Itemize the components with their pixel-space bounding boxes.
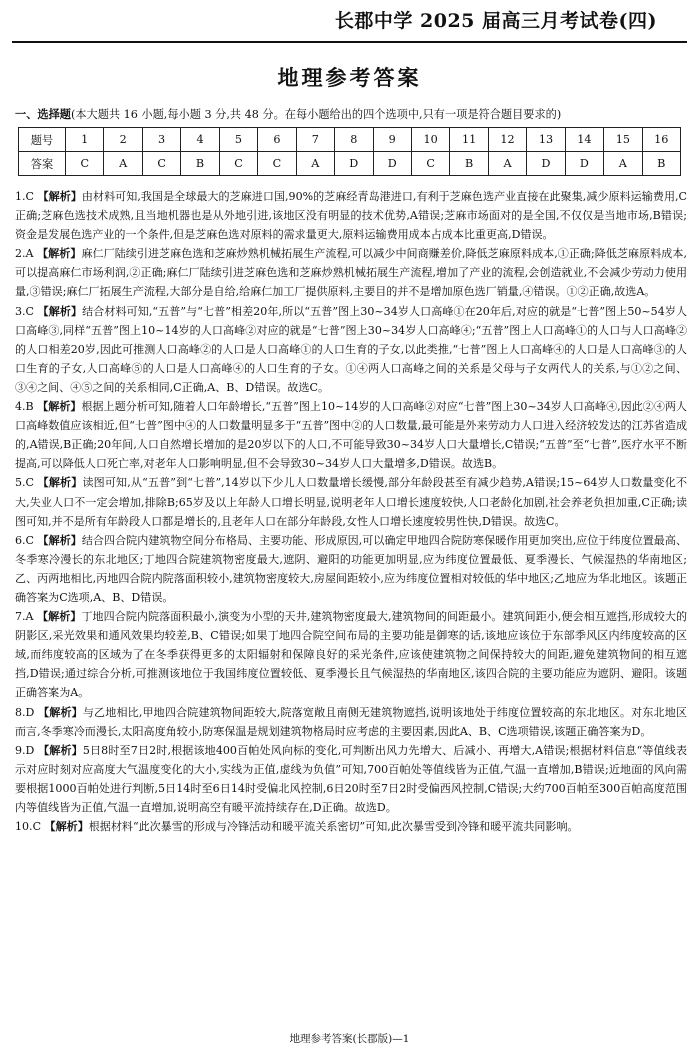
answer-cell: D — [335, 152, 373, 176]
explanation-item — [15, 244, 687, 301]
answer-cell: C — [258, 152, 296, 176]
question-number-cell: 7 — [296, 128, 334, 152]
analysis-text: 结合四合院内建筑物空间分布格局、主要功能、形成原因,可以确定甲地四合院防寒保暖作用更加突出,应位于纬度位置最高、冬季寒冷漫长的东北地区;丁地四合院建筑物密度最大,遮阴、避阳的功能更加明显,应为纬度位置最低、夏季漫长、气候湿热的华南地区;乙、丙两地相比,丙地四合院内院落面积较小,建筑物密度较大,房屋间距较小,应为纬度位置相对较低的华中地区;乙地应为华北地区。该题正确答案为C选项,A、B、D错误。 — [15, 533, 687, 604]
answer-cell: A — [104, 152, 142, 176]
question-number-cell: 11 — [450, 128, 488, 152]
answer-number: 1.C — [15, 190, 34, 203]
analysis-text: 麻仁厂陆续引进芝麻色选和芝麻炒熟机械拓展生产流程,可以减少中间商赚差价,降低芝麻原料成本,①正确;降低芝麻原料成本,可以提高麻仁市场利润,②正确;麻仁厂陆续引进芝麻色选和芝麻炒熟机械拓展生产流程,增加了产业的流程,会创造就业,不会减少劳动力使用量,③错误;麻仁厂拓展生产流程,大部分是自给,给麻仁加工厂提供原料,主要目的并不是增加原色选厂销量,④错误。①②正确,故选A。 — [15, 247, 687, 299]
question-number-cell: 13 — [527, 128, 565, 152]
question-number-cell: 3 — [142, 128, 180, 152]
answer-cell: B — [181, 152, 219, 176]
explanations — [15, 187, 687, 836]
explanation-item — [15, 741, 687, 817]
answer-cell: A — [488, 152, 526, 176]
section-label: 一、选择题 — [15, 107, 71, 121]
page-title: 地理参考答案 — [277, 65, 422, 90]
answer-number: 5.C — [15, 476, 34, 490]
question-number-cell: 4 — [181, 128, 219, 152]
page-footer: 地理参考答案(长郡版)—1 — [289, 1033, 410, 1045]
question-number-cell: 1 — [66, 128, 104, 152]
answer-table — [18, 127, 681, 176]
explanation-item — [15, 607, 687, 702]
question-number-cell: 2 — [104, 128, 142, 152]
answer-number: 2.A — [15, 247, 34, 261]
answer-row — [19, 152, 681, 176]
answer-cell: C — [66, 152, 104, 176]
answer-number: 8.D — [15, 705, 35, 719]
explanation-item — [15, 187, 687, 244]
analysis-tag: 【解析】 — [37, 476, 83, 490]
analysis-text: 根据上题分析可知,随着人口年龄增长,“五普”图上10~14岁的人口高峰②对应“七普”图上30~34岁人口高峰④,因此②④两人口高峰数值应该相近,但“七普”图中④的人口数量明显多于“五普”图中②的人口数量,最可能是外来劳动力人口进入经济较发达的江苏省造成的,A错误,B正确;20年间,人口自然增长增加的是20岁以下的人口,不可能导致30~34岁人口大量增长,C错误;“五普”至“七普”,医疗水平不断提高,可以降低人口死亡率,对老年人口影响明显,但不会导致30~34岁人口大量增多,D错误。故选B。 — [15, 400, 687, 471]
question-number-cell: 16 — [642, 128, 680, 152]
analysis-tag: 【解析】 — [38, 705, 83, 719]
analysis-text: 由材料可知,我国是全球最大的芝麻进口国,90%的芝麻经青岛港进口,有利于芝麻色选产业直接在此聚集,减少原料运输费用,C正确;芝麻色选技术成熟,且当地机器也是从外地引进,该地区没有明显的技术优势,A错误;芝麻市场面对的是全国,不仅仅是当地市场,B错误;资金是发展色选产业的一个条件,但是芝麻色选对原料的需求量更大,原料运输费用成本占成本比重更高,D错误。 — [15, 190, 687, 242]
analysis-text: 根据材料“此次暴雪的形成与冷锋活动和暖平流关系密切”可知,此次暴雪受到冷锋和暖平流共同影响。 — [88, 820, 579, 834]
answer-number: 10.C — [15, 820, 42, 834]
analysis-tag: 【解析】 — [37, 247, 82, 261]
analysis-tag: 【解析】 — [37, 304, 83, 318]
question-number-cell: 10 — [411, 128, 449, 152]
answer-row-label: 答案 — [19, 152, 66, 176]
analysis-tag: 【解析】 — [38, 743, 83, 757]
question-number-cell: 15 — [604, 128, 642, 152]
answer-cell: A — [296, 152, 334, 176]
explanation-item — [15, 531, 687, 607]
answer-cell: D — [565, 152, 603, 176]
question-number-cell: 14 — [565, 128, 603, 152]
analysis-tag: 【解析】 — [37, 533, 82, 547]
header-rule — [12, 41, 687, 43]
explanation-item — [15, 302, 687, 397]
explanation-item — [15, 473, 687, 530]
answer-number: 3.C — [15, 304, 34, 318]
section-instruction: (本大题共 16 小题,每小题 3 分,共 48 分。在每小题给出的四个选项中,只有一项是符合题目要求的) — [70, 108, 562, 121]
answer-cell: A — [604, 152, 642, 176]
analysis-text: 丁地四合院内院落面积最小,演变为小型的天井,建筑物密度最大,建筑物间的间距最小。建筑间距小,便会相互遮挡,形成较大的阴影区,采光效果和通风效果均较差,B、C错误;如果丁地四合院空间布局的主要功能是御寒的话,该地应该位于东部季风区内纬度较高的区域,而纬度较高的区域为了在冬季获得更多的太阳辐射和保障良好的采光条件,应该使建筑物之间保持较大的间距,避免建筑物间的相互遮挡,D错误;通过综合分析,可推测该地位于我国纬度位置较低、夏季漫长且气候湿热的华南地区,该四合院的主要功能应为遮阴、避阳。该题正确答案为A。 — [15, 610, 687, 700]
answer-number: 9.D — [15, 743, 35, 757]
number-row — [19, 128, 681, 152]
analysis-text: 与乙地相比,甲地四合院建筑物间距较大,院落宽敞且南侧无建筑物遮挡,说明该地处于纬度位置较高的东北地区。对东北地区而言,冬季寒冷而漫长,太阳高度角较小,防寒保温是规划建筑物格局时应考虑的主要因素,因此A、B、C选项错误,该题正确答案为D。 — [15, 705, 687, 738]
question-number-cell: 5 — [219, 128, 257, 152]
analysis-tag: 【解析】 — [44, 820, 89, 834]
question-number-cell: 8 — [335, 128, 373, 152]
explanation-item — [15, 703, 687, 741]
analysis-tag: 【解析】 — [37, 400, 82, 414]
answer-number: 7.A — [15, 610, 34, 624]
answer-cell: C — [219, 152, 257, 176]
analysis-tag: 【解析】 — [37, 190, 82, 203]
answer-cell: D — [527, 152, 565, 176]
question-number-cell: 6 — [258, 128, 296, 152]
answer-cell: C — [142, 152, 180, 176]
answer-cell: B — [642, 152, 680, 176]
analysis-text: 结合材料可知,“五普”与“七普”相差20年,所以“五普”图上30~34岁人口高峰①在20年后,对应的就是“七普”图上50~54岁人口高峰③,同样“五普”图上10~14岁的人口高峰②对应的就是“七普”图上30~34岁人口高峰④;“五普”图上人口高峰①的人口与人口高峰②的人口相差20岁,因此可推测人口高峰②的人口是人口高峰①的人口生育的子女,以此类推,“七普”图上人口高峰④的人口是人口高峰③的人口生育的子女,人口高峰⑤的人口是人口高峰④的人口生育的子女。①④两人口高峰之间的关系是父母与子女两代人的关系,与①②之间、③④之间、④⑤之间的关系相同,C正确,A、B、D错误。故选C。 — [15, 304, 687, 394]
question-number-cell: 12 — [488, 128, 526, 152]
answer-cell: D — [373, 152, 411, 176]
section-heading — [15, 107, 687, 122]
answer-cell: B — [450, 152, 488, 176]
number-row-label: 题号 — [19, 128, 66, 152]
analysis-text: 5日8时至7日2时,根据该地400百帕处风向标的变化,可判断出风力先增大、后减小、再增大,A错误;根据材料信息“等值线表示对应时刻对应高度大气温度变化的大小,实线为正值,虚线为负值”可知,700百帕处等值线皆为正值,气温一直增加,B错误;近地面的风向需要根据1000百帕处进行判断,5日14时至6日14时受偏北风控制,6日20时至7日2时受偏西风控制,C错误;大约700百帕至300百帕高度范围内等值线皆为正值,气温一直增加,说明高空有暖平流持续存在,D正确。故选D。 — [15, 743, 687, 814]
analysis-tag: 【解析】 — [37, 610, 82, 624]
explanation-item — [15, 397, 687, 473]
explanation-item — [15, 817, 687, 836]
answer-number: 6.C — [15, 533, 34, 547]
answer-number: 4.B — [15, 400, 34, 414]
exam-header: 长郡中学 2025 届高三月考试卷(四) — [334, 10, 657, 32]
analysis-text: 读图可知,从“五普”到“七普”,14岁以下少儿人口数量增长缓慢,部分年龄段甚至有减少趋势,A错误;15~64岁人口数量变化不大,失业人口不一定会增加,排除B;65岁及以上年龄人口增长明显,说明老年人口增长速度较快,人口老龄化加剧,社会养老负担加重,C正确;读图可知,并不是所有年龄段人口都是增长的,且老年人口在部分年龄段,女性人口增长速度较男性快,D错误。故选C。 — [15, 476, 687, 528]
answer-cell: C — [411, 152, 449, 176]
question-number-cell: 9 — [373, 128, 411, 152]
